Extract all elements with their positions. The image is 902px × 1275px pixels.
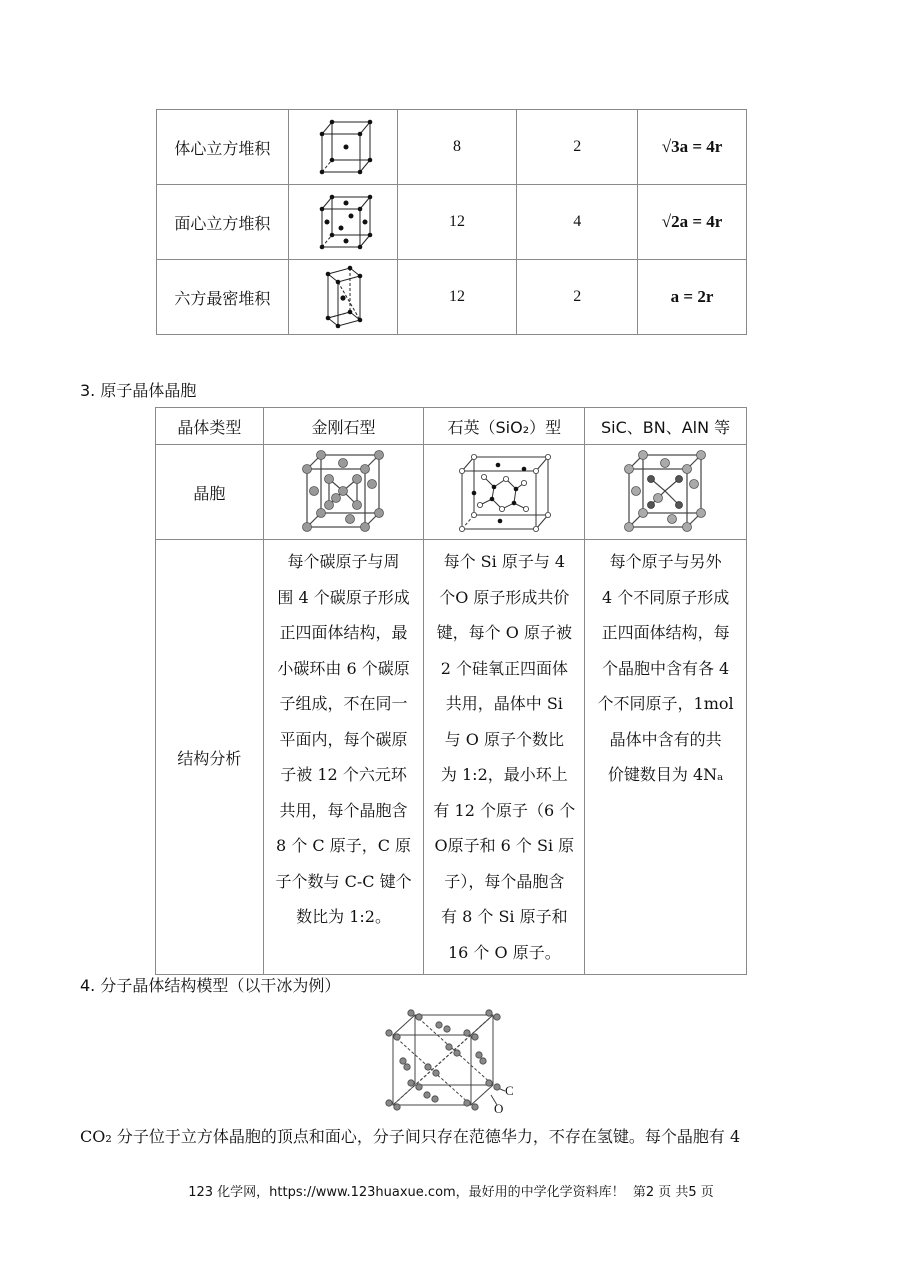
analysis-line: 为 1:2，最小环上 <box>440 765 568 784</box>
row-label: 结构分析 <box>156 540 264 975</box>
hcp-cell-icon <box>288 260 397 335</box>
analysis-lines <box>430 544 578 970</box>
analysis-line: 子被 12 个六元环 <box>280 765 407 784</box>
column-header: 晶体类型 <box>156 408 264 445</box>
atoms-per-cell: 4 <box>517 185 638 260</box>
table-row <box>157 260 747 335</box>
analysis-line: 围 4 个碳原子形成 <box>277 587 410 607</box>
diamond-analysis <box>263 540 424 975</box>
analysis-line: 与 O 原子个数比 <box>444 729 564 749</box>
column-header: 金刚石型 <box>263 408 424 445</box>
analysis-line: 子组成，不在同一 <box>279 694 408 713</box>
bcc-cell-icon <box>288 110 397 185</box>
analysis-line: 正四面体结构，最 <box>279 623 408 642</box>
column-header: SiC、BN、AlN 等 <box>585 408 747 445</box>
analysis-line: 键，每个 O 原子被 <box>436 623 572 642</box>
analysis-line: 个不同原子，1mol <box>597 694 734 713</box>
analysis-line: O原子和 6 个 Si 原 <box>434 836 575 855</box>
row-label: 晶胞 <box>156 445 264 540</box>
coordination-number: 8 <box>397 110 517 185</box>
analysis-line: 2 个硅氧正四面体 <box>440 658 568 678</box>
analysis-line: 共用，每个晶胞含 <box>279 800 408 820</box>
analysis-line: 每个原子与另外 <box>609 552 722 571</box>
coordination-number: 12 <box>397 260 517 335</box>
column-header: 石英（SiO₂）型 <box>424 408 585 445</box>
analysis-line: 子个数与 C-C 键个 <box>275 871 412 891</box>
section-heading: 3. 原子晶体晶胞 <box>80 381 197 400</box>
sic-analysis <box>585 540 747 975</box>
co2-description: CO₂ 分子位于立方体晶胞的顶点和面心，分子间只存在范德华力，不存在氢键。每个晶胞有 4 <box>80 1127 741 1146</box>
radius-relation: a = 2r <box>638 260 747 335</box>
analysis-line: 有 12 个原子（6 个 <box>433 800 576 820</box>
analysis-lines <box>270 544 418 935</box>
table-header-row <box>156 408 747 445</box>
analysis-lines <box>591 544 740 793</box>
packing-name: 面心立方堆积 <box>157 185 289 260</box>
carbon-label: C <box>505 1083 514 1098</box>
analysis-line: 数比为 1:2。 <box>296 907 391 926</box>
diamond-cell-icon <box>263 445 424 540</box>
analysis-line: 8 个 C 原子，C 原 <box>276 836 412 855</box>
analysis-line: 个晶胞中含有各 4 <box>601 658 730 678</box>
atoms-per-cell: 2 <box>517 260 638 335</box>
table-row <box>156 445 747 540</box>
quartz-analysis <box>424 540 585 975</box>
page-footer <box>0 1181 902 1200</box>
dry-ice-cell-icon <box>383 1007 523 1115</box>
analysis-line: 子），每个晶胞含 <box>444 871 565 891</box>
analysis-line: 小碳环由 6 个碳原 <box>277 658 410 678</box>
atomic-crystal-table <box>155 407 747 975</box>
analysis-line: 晶体中含有的共 <box>609 729 722 749</box>
fcc-cell-icon <box>288 185 397 260</box>
analysis-line: 共用，晶体中 Si <box>445 694 563 713</box>
page-number: 第2 页 共5 页 <box>632 1185 714 1200</box>
radius-relation: √2a = 4r <box>638 185 747 260</box>
atoms-per-cell: 2 <box>517 110 638 185</box>
analysis-line: 个O 原子形成共价 <box>439 587 570 607</box>
table-row <box>157 110 747 185</box>
oxygen-label: O <box>494 1101 504 1115</box>
quartz-cell-icon <box>424 445 585 540</box>
packing-table <box>156 109 747 335</box>
analysis-line: 平面内，每个碳原 <box>279 729 408 749</box>
section-heading: 4. 分子晶体结构模型（以干冰为例） <box>80 976 341 995</box>
analysis-line: 4 个不同原子形成 <box>601 587 730 607</box>
analysis-line: 16 个 O 原子。 <box>447 942 561 962</box>
coordination-number: 12 <box>397 185 517 260</box>
packing-name: 六方最密堆积 <box>157 260 289 335</box>
table-row <box>156 540 747 975</box>
analysis-line: 有 8 个 Si 原子和 <box>441 907 568 926</box>
analysis-line: 每个 Si 原子与 4 <box>443 552 566 571</box>
analysis-line: 每个碳原子与周 <box>287 552 400 571</box>
packing-name: 体心立方堆积 <box>157 110 289 185</box>
radius-relation: √3a = 4r <box>638 110 747 185</box>
sic-cell-icon <box>585 445 747 540</box>
analysis-line: 正四面体结构，每 <box>601 623 730 642</box>
analysis-line: 价键数目为 4Nₐ <box>607 765 724 784</box>
footer-site: 123 化学网，https://www.123huaxue.com，最好用的中学化学资料库！ <box>188 1185 625 1200</box>
table-row <box>157 185 747 260</box>
